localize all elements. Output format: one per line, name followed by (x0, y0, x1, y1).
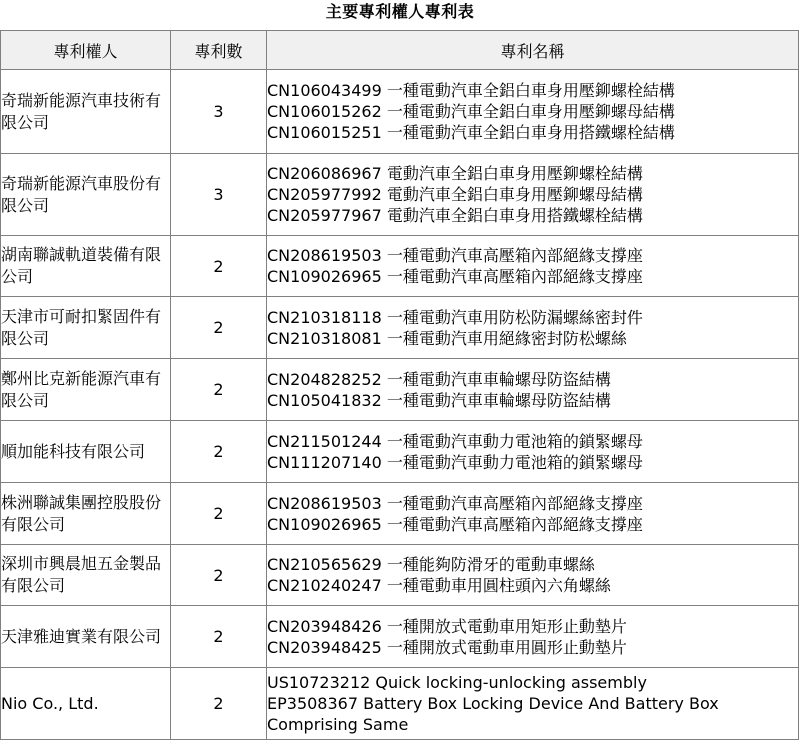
patent-entry: CN205977992 電動汽車全鋁白車身用壓鉚螺母結構 (267, 185, 643, 204)
patent-entry: CN109026965 一種電動汽車高壓箱內部絕緣支撐座 (267, 267, 643, 286)
patent-entry: CN205977967 電動汽車全鋁白車身用搭鐵螺栓結構 (267, 206, 643, 225)
patent-count-cell: 2 (171, 483, 267, 545)
patent-count-cell: 2 (171, 606, 267, 668)
patent-entry: CN208619503 一種電動汽車高壓箱內部絕緣支撐座 (267, 493, 643, 513)
patent-entry: CN210318118 一種電動汽車用防松防漏螺絲密封件 (267, 307, 643, 327)
patent-count-cell: 2 (171, 421, 267, 483)
patent-holder-cell: 湖南聯誠軌道裝備有限公司 (1, 236, 171, 297)
patent-holder-cell: 奇瑞新能源汽車技術有限公司 (1, 70, 171, 154)
patent-holder-cell: 深圳市興晨旭五金製品有限公司 (1, 545, 171, 606)
patent-count-cell: 2 (171, 359, 267, 421)
patent-entry: US10723212 Quick locking-unlocking assembly (267, 673, 647, 692)
patent-count-cell: 2 (171, 545, 267, 606)
patent-entry: CN210240247 一種電動車用圓柱頭內六角螺絲 (267, 576, 611, 595)
table-row (1, 668, 799, 740)
patent-holder-cell: 株洲聯誠集團控股股份有限公司 (1, 483, 171, 545)
header-count: 專利數 (171, 31, 267, 70)
table-row (1, 236, 799, 297)
patent-names-cell (267, 70, 799, 154)
patent-holder-cell: 順加能科技有限公司 (1, 421, 171, 483)
patent-count-cell: 2 (171, 297, 267, 359)
patent-entry: CN105041832 一種電動汽車車輪螺母防盜結構 (267, 390, 611, 410)
patent-holder-cell: 天津市可耐扣緊固件有限公司 (1, 297, 171, 359)
patent-entry: CN111207140 一種電動汽車動力電池箱的鎖緊螺母 (267, 452, 643, 472)
patent-entry: CN203948426 一種開放式電動車用矩形止動墊片 (267, 616, 627, 636)
patent-names-cell (267, 154, 799, 236)
patent-names-cell (267, 236, 799, 297)
table-row (1, 545, 799, 606)
patent-entry: CN203948425 一種開放式電動車用圓形止動墊片 (267, 637, 627, 657)
patent-names-cell (267, 668, 799, 740)
patent-names-cell (267, 606, 799, 668)
table-body (1, 70, 799, 740)
patent-names-cell (267, 359, 799, 421)
patent-holder-table (0, 30, 799, 740)
table-row (1, 421, 799, 483)
patent-entry: EP3508367 Battery Box Locking Device And Battery Box Comprising Same (267, 694, 719, 734)
patent-count-cell: 2 (171, 668, 267, 740)
patent-entry: CN208619503 一種電動汽車高壓箱內部絕緣支撐座 (267, 246, 643, 265)
patent-holder-cell: Nio Co., Ltd. (1, 668, 171, 740)
table-title: 主要專利權人專利表 (325, 2, 475, 21)
patent-count-cell: 3 (171, 70, 267, 154)
patent-entry: CN206086967 電動汽車全鋁白車身用壓鉚螺栓結構 (267, 164, 643, 183)
patent-entry: CN210318081 一種電動汽車用絕緣密封防松螺絲 (267, 328, 627, 348)
patent-entry: CN204828252 一種電動汽車車輪螺母防盜結構 (267, 369, 611, 389)
patent-entry: CN106015251 一種電動汽車全鋁白車身用搭鐵螺栓結構 (267, 123, 675, 142)
table-row (1, 297, 799, 359)
patent-names-cell (267, 483, 799, 545)
patent-entry: CN106043499 一種電動汽車全鋁白車身用壓鉚螺栓結構 (267, 81, 675, 100)
table-row (1, 154, 799, 236)
patent-holder-cell: 奇瑞新能源汽車股份有限公司 (1, 154, 171, 236)
patent-holder-cell: 鄭州比克新能源汽車有限公司 (1, 359, 171, 421)
patent-count-cell: 3 (171, 154, 267, 236)
patent-names-cell (267, 545, 799, 606)
header-holder: 專利權人 (1, 31, 171, 70)
table-row (1, 359, 799, 421)
table-row (1, 483, 799, 545)
patent-names-cell (267, 421, 799, 483)
patent-entry: CN106015262 一種電動汽車全鋁白車身用壓鉚螺母結構 (267, 102, 675, 121)
patent-entry: CN211501244 一種電動汽車動力電池箱的鎖緊螺母 (267, 431, 643, 451)
table-row (1, 70, 799, 154)
header-patent-names: 專利名稱 (267, 31, 799, 70)
patent-count-cell: 2 (171, 236, 267, 297)
patent-holder-cell: 天津雅迪實業有限公司 (1, 606, 171, 668)
patent-entry: CN210565629 一種能夠防滑牙的電動車螺絲 (267, 555, 595, 574)
table-row (1, 606, 799, 668)
header-row (1, 31, 799, 70)
patent-names-cell (267, 297, 799, 359)
patent-entry: CN109026965 一種電動汽車高壓箱內部絕緣支撐座 (267, 514, 643, 534)
